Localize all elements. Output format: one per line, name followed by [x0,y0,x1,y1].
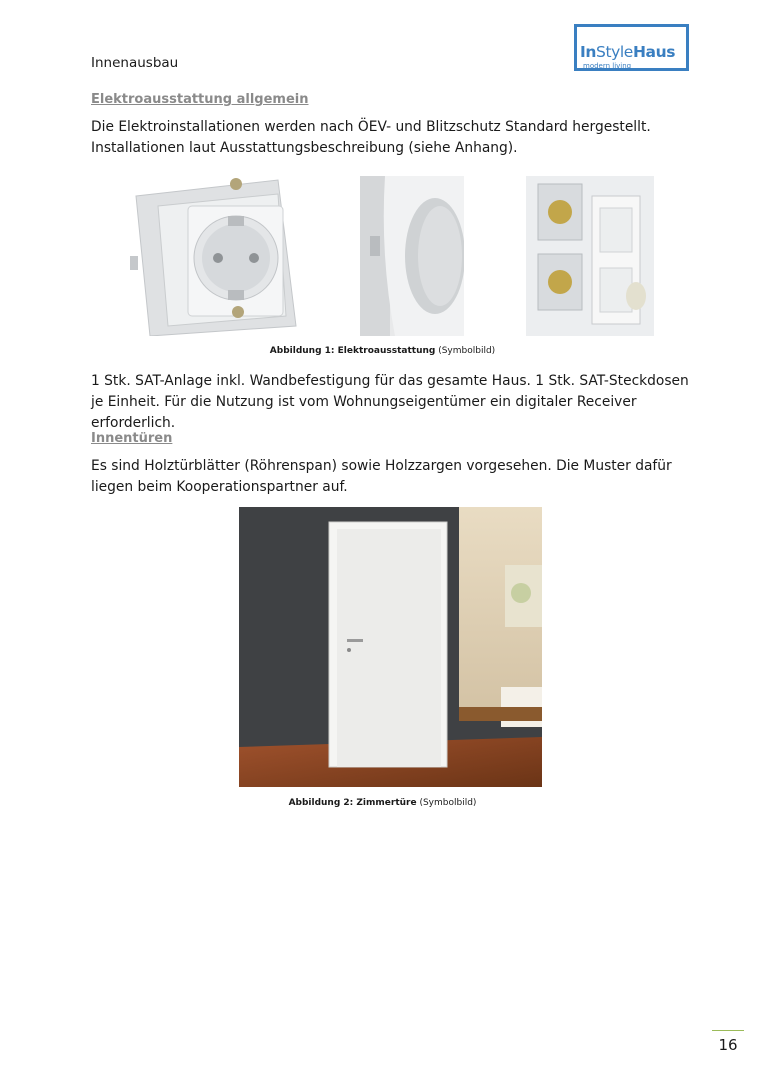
page-number: 16 [712,1030,744,1054]
section-paragraph-elektro: Die Elektroinstallationen werden nach ÖEV- und Blitzschutz Standard hergestellt. Installationen laut Ausstattungsbeschreibung (siehe Anhang). [91,119,651,156]
logo-tagline: modern living [583,62,632,70]
socket-front-image [128,176,298,336]
section-paragraph-sat: 1 Stk. SAT-Anlage inkl. Wandbefestigung für das gesamte Haus. 1 Stk. SAT-Steckdosen je Einheit. Für die Nutzung ist vom Wohnungseigentümer ein digitaler Receiver erforderlich. [91,373,689,431]
door-image [239,507,542,787]
section-paragraph-innentueren: Es sind Holztürblätter (Röhrenspan) sowie Holzzargen vorgesehen. Die Muster dafür liegen beim Kooperationspartner auf. [91,458,672,495]
section-heading-elektro: Elektroausstattung allgemein [91,92,309,107]
socket-side-image [360,176,464,336]
figure-caption-elektro: Abbildung 1: Elektroausstattung (Symbolbild) [269,346,496,356]
figure-caption-innentueren: Abbildung 2: Zimmertüre (Symbolbild) [288,798,477,808]
switch-frame-image [526,176,654,336]
section-heading-innentueren: Innentüren [91,431,173,446]
header-title: Innenausbau [91,55,179,71]
instylehaus-logo [574,24,689,71]
logo-wordmark: InStyleHaus [580,43,676,61]
